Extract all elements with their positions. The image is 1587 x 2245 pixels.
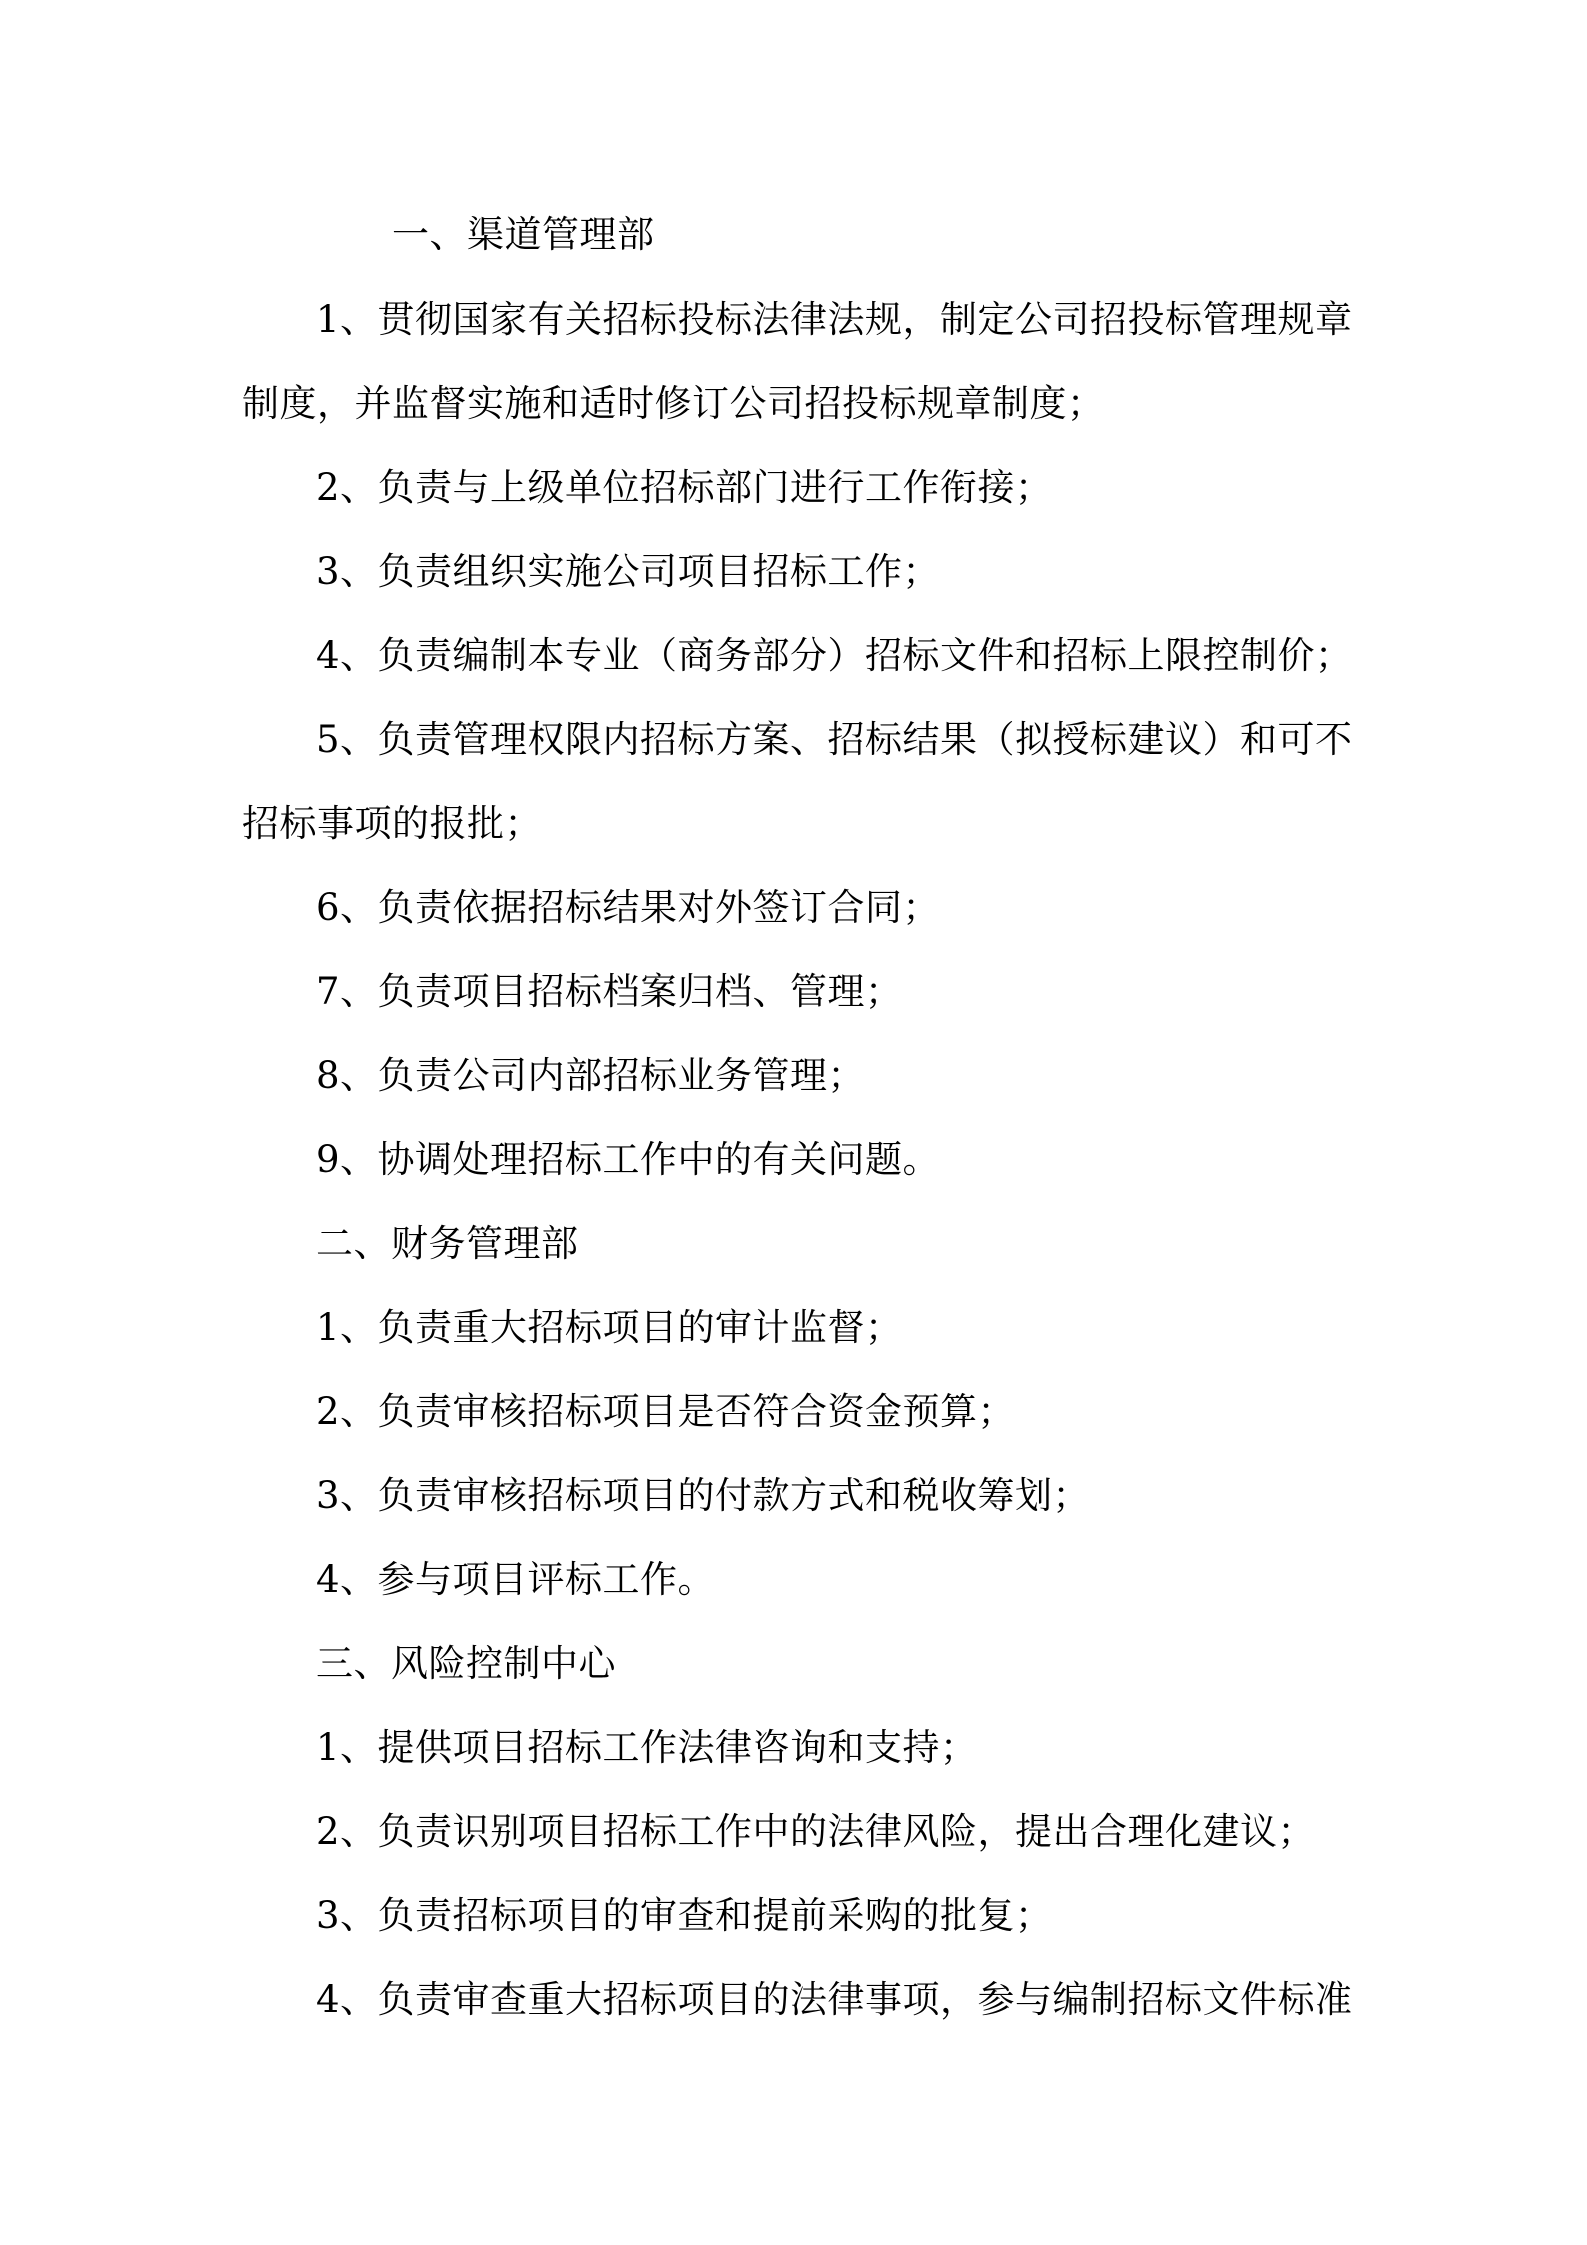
section-heading-3: 三、风险控制中心 [316, 1642, 616, 1685]
section-heading-1: 一、渠道管理部 [392, 213, 655, 256]
paragraph-line: 1、负责重大招标项目的审计监督； [316, 1306, 903, 1349]
paragraph-line: 9、协调处理招标工作中的有关问题。 [316, 1138, 941, 1181]
section-heading-2: 二、财务管理部 [316, 1222, 579, 1265]
paragraph-line: 4、参与项目评标工作。 [316, 1558, 716, 1601]
paragraph-line: 2、负责审核招标项目是否符合资金预算； [316, 1390, 1016, 1433]
paragraph-line: 2、负责识别项目招标工作中的法律风险，提出合理化建议； [316, 1810, 1316, 1853]
paragraph-line: 4、负责审查重大招标项目的法律事项，参与编制招标文件标准 [316, 1978, 1353, 2021]
paragraph-line: 2、负责与上级单位招标部门进行工作衔接； [316, 466, 1053, 509]
paragraph-line: 4、负责编制本专业（商务部分）招标文件和招标上限控制价； [316, 634, 1353, 677]
paragraph-line: 3、负责招标项目的审查和提前采购的批复； [316, 1894, 1053, 1937]
paragraph-line: 制度，并监督实施和适时修订公司招投标规章制度； [242, 382, 1105, 425]
paragraph-line: 7、负责项目招标档案归档、管理； [316, 970, 903, 1013]
paragraph-line: 1、提供项目招标工作法律咨询和支持； [316, 1726, 978, 1769]
paragraph-line: 3、负责审核招标项目的付款方式和税收筹划； [316, 1474, 1091, 1517]
paragraph-line: 招标事项的报批； [242, 802, 542, 845]
paragraph-line: 8、负责公司内部招标业务管理； [316, 1054, 866, 1097]
paragraph-line: 1、贯彻国家有关招标投标法律法规，制定公司招投标管理规章 [316, 298, 1353, 341]
paragraph-line: 5、负责管理权限内招标方案、招标结果（拟授标建议）和可不 [316, 718, 1353, 761]
paragraph-line: 3、负责组织实施公司项目招标工作； [316, 550, 941, 593]
paragraph-line: 6、负责依据招标结果对外签订合同； [316, 886, 941, 929]
